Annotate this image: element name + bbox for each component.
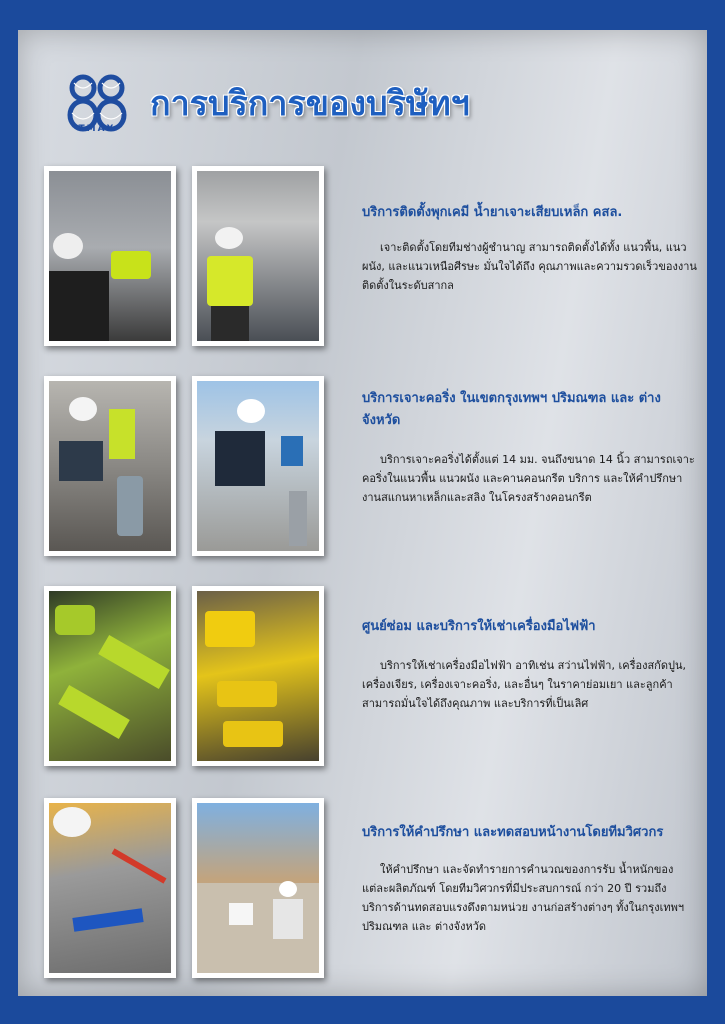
photo-engineering-1 xyxy=(44,798,176,978)
section-body-chemical-anchor: เจาะติดตั้งโดยทีมช่างผู้ชำนาญ สามารถติดตั้งได้ทั้ง แนวพื้น, แนวผนัง, และแนวเหนือศีรษะ มั่นใจได้ถึง คุณภาพและความรวดเร็วของงานติดตั้งในระดับสากล xyxy=(362,241,697,292)
photo-chemical-anchor-2 xyxy=(192,166,324,346)
photo-core-drilling-2 xyxy=(192,376,324,556)
photo-power-tools-2 xyxy=(192,586,324,766)
section-heading-chemical-anchor: บริการติดตั้งพุกเคมี น้ำยาเจาะเสียบเหล็ก คสล. xyxy=(362,205,623,220)
section-body-engineering: ให้คำปรึกษา และจัดทำรายการคำนวณของการรับ น้ำหนักของแต่ละผลิตภัณฑ์ โดยทีมวิศวกรที่มีประสบการณ์ กว่า 20 ปี รวมถึงบริการด้านทดสอบแรงดึงตามหน่วย งานก่อสร้างต่างๆ ทั้งในกรุงเทพฯ ปริมณฑล และ ต่างจังหวัด xyxy=(362,863,685,933)
photo-chemical-anchor-1 xyxy=(44,166,176,346)
section-heading-engineering: บริการให้คำปรึกษา และทดสอบหน้างานโดยทีมวิศวกร xyxy=(362,825,664,840)
photo-power-tools-1 xyxy=(44,586,176,766)
section-heading-core-drilling: บริการเจาะคอริ่ง ในเขตกรุงเทพฯ ปริมณฑล และ ต่างจังหวัด xyxy=(362,391,661,428)
section-body-core-drilling: บริการเจาะคอริ่งได้ตั้งแต่ 14 มม. จนถึงขนาด 14 นิ้ว สามารถเจาะคอริ่งในแนวพื้น แนวผนัง และคานคอนกรีต บริการ และให้คำปรึกษา งานสแกนหาเหล็กและสลิง ในโครงสร้างคอนกรีต xyxy=(362,453,695,504)
section-body-tool-rental: บริการให้เช่าเครื่องมือไฟฟ้า อาทิเช่น สว่านไฟฟ้า, เครื่องสกัดปูน, เครื่องเจียร, เครื่องเจาะคอริ่ง, และอื่นๆ ในราคาย่อมเยา และลูกค้าสามารถมั่นใจได้ถึงคุณภาพ และบริการที่เป็นเลิศ xyxy=(362,659,686,710)
logo-text: TMAX xyxy=(78,124,116,134)
photo-core-drilling-1 xyxy=(44,376,176,556)
section-heading-tool-rental: ศูนย์ซ่อม และบริการให้เช่าเครื่องมือไฟฟ้า xyxy=(362,619,596,634)
page-title: การบริการของบริษัทฯ xyxy=(150,84,470,124)
photo-engineering-2 xyxy=(192,798,324,978)
